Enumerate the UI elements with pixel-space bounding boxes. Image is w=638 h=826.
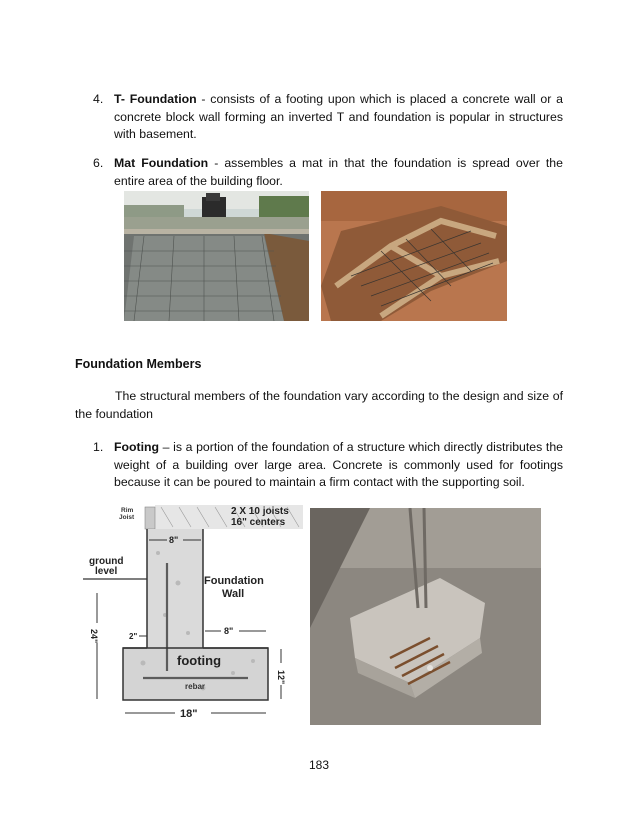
section-intro: The structural members of the foundation vary according to the design and size of the foundation bbox=[75, 389, 563, 421]
wall-width-dimension: 8" bbox=[169, 535, 179, 545]
height-dimension: 24" bbox=[89, 629, 99, 644]
section-heading: Foundation Members bbox=[75, 357, 202, 371]
centers-label: 16" centers bbox=[231, 517, 286, 528]
term: Mat Foundation bbox=[114, 156, 209, 170]
footing-paragraph bbox=[114, 439, 563, 492]
ledge-dimension: 8" bbox=[224, 626, 234, 636]
term: T- Foundation bbox=[114, 92, 197, 106]
item-number: 1. bbox=[93, 440, 104, 454]
mat-foundation-paragraph bbox=[114, 155, 563, 190]
footing-diagram bbox=[83, 503, 303, 725]
footing-label: footing bbox=[177, 653, 222, 668]
ground-level-label: ground level bbox=[89, 556, 124, 577]
definition: - consists of a footing upon which is placed a concrete wall or a concrete block wall forming an inverted T and foundation is popular in structures with basement. bbox=[114, 92, 563, 142]
cover-dimension: 2" bbox=[129, 632, 138, 641]
mat-foundation-site-photo bbox=[124, 191, 309, 321]
rebar-label: rebar bbox=[185, 682, 206, 691]
footing-width-dimension: 18" bbox=[180, 708, 198, 720]
t-foundation-rebar-photo bbox=[321, 191, 507, 321]
joists-label: 2 X 10 joists bbox=[231, 506, 289, 517]
item-number: 6. bbox=[93, 156, 104, 170]
item-number: 4. bbox=[93, 92, 104, 106]
footing-height-dimension: 12" bbox=[276, 670, 286, 685]
page-number: 183 bbox=[308, 758, 330, 772]
foundation-wall-label: Foundation Wall bbox=[204, 575, 264, 600]
definition: – is a portion of the foundation of a structure which directly distributes the weight of a building over large area. Concrete is commonly used for footings because it can be poured to maintain a firm contact with the supporting soil. bbox=[114, 440, 563, 490]
rim-joist-label: Rim Joist bbox=[119, 507, 135, 521]
definition: - assembles a mat in that the foundation is spread over the entire area of the building floor. bbox=[114, 156, 563, 188]
term: Footing bbox=[114, 440, 160, 454]
footing-photo bbox=[310, 508, 541, 725]
t-foundation-paragraph bbox=[114, 91, 563, 144]
